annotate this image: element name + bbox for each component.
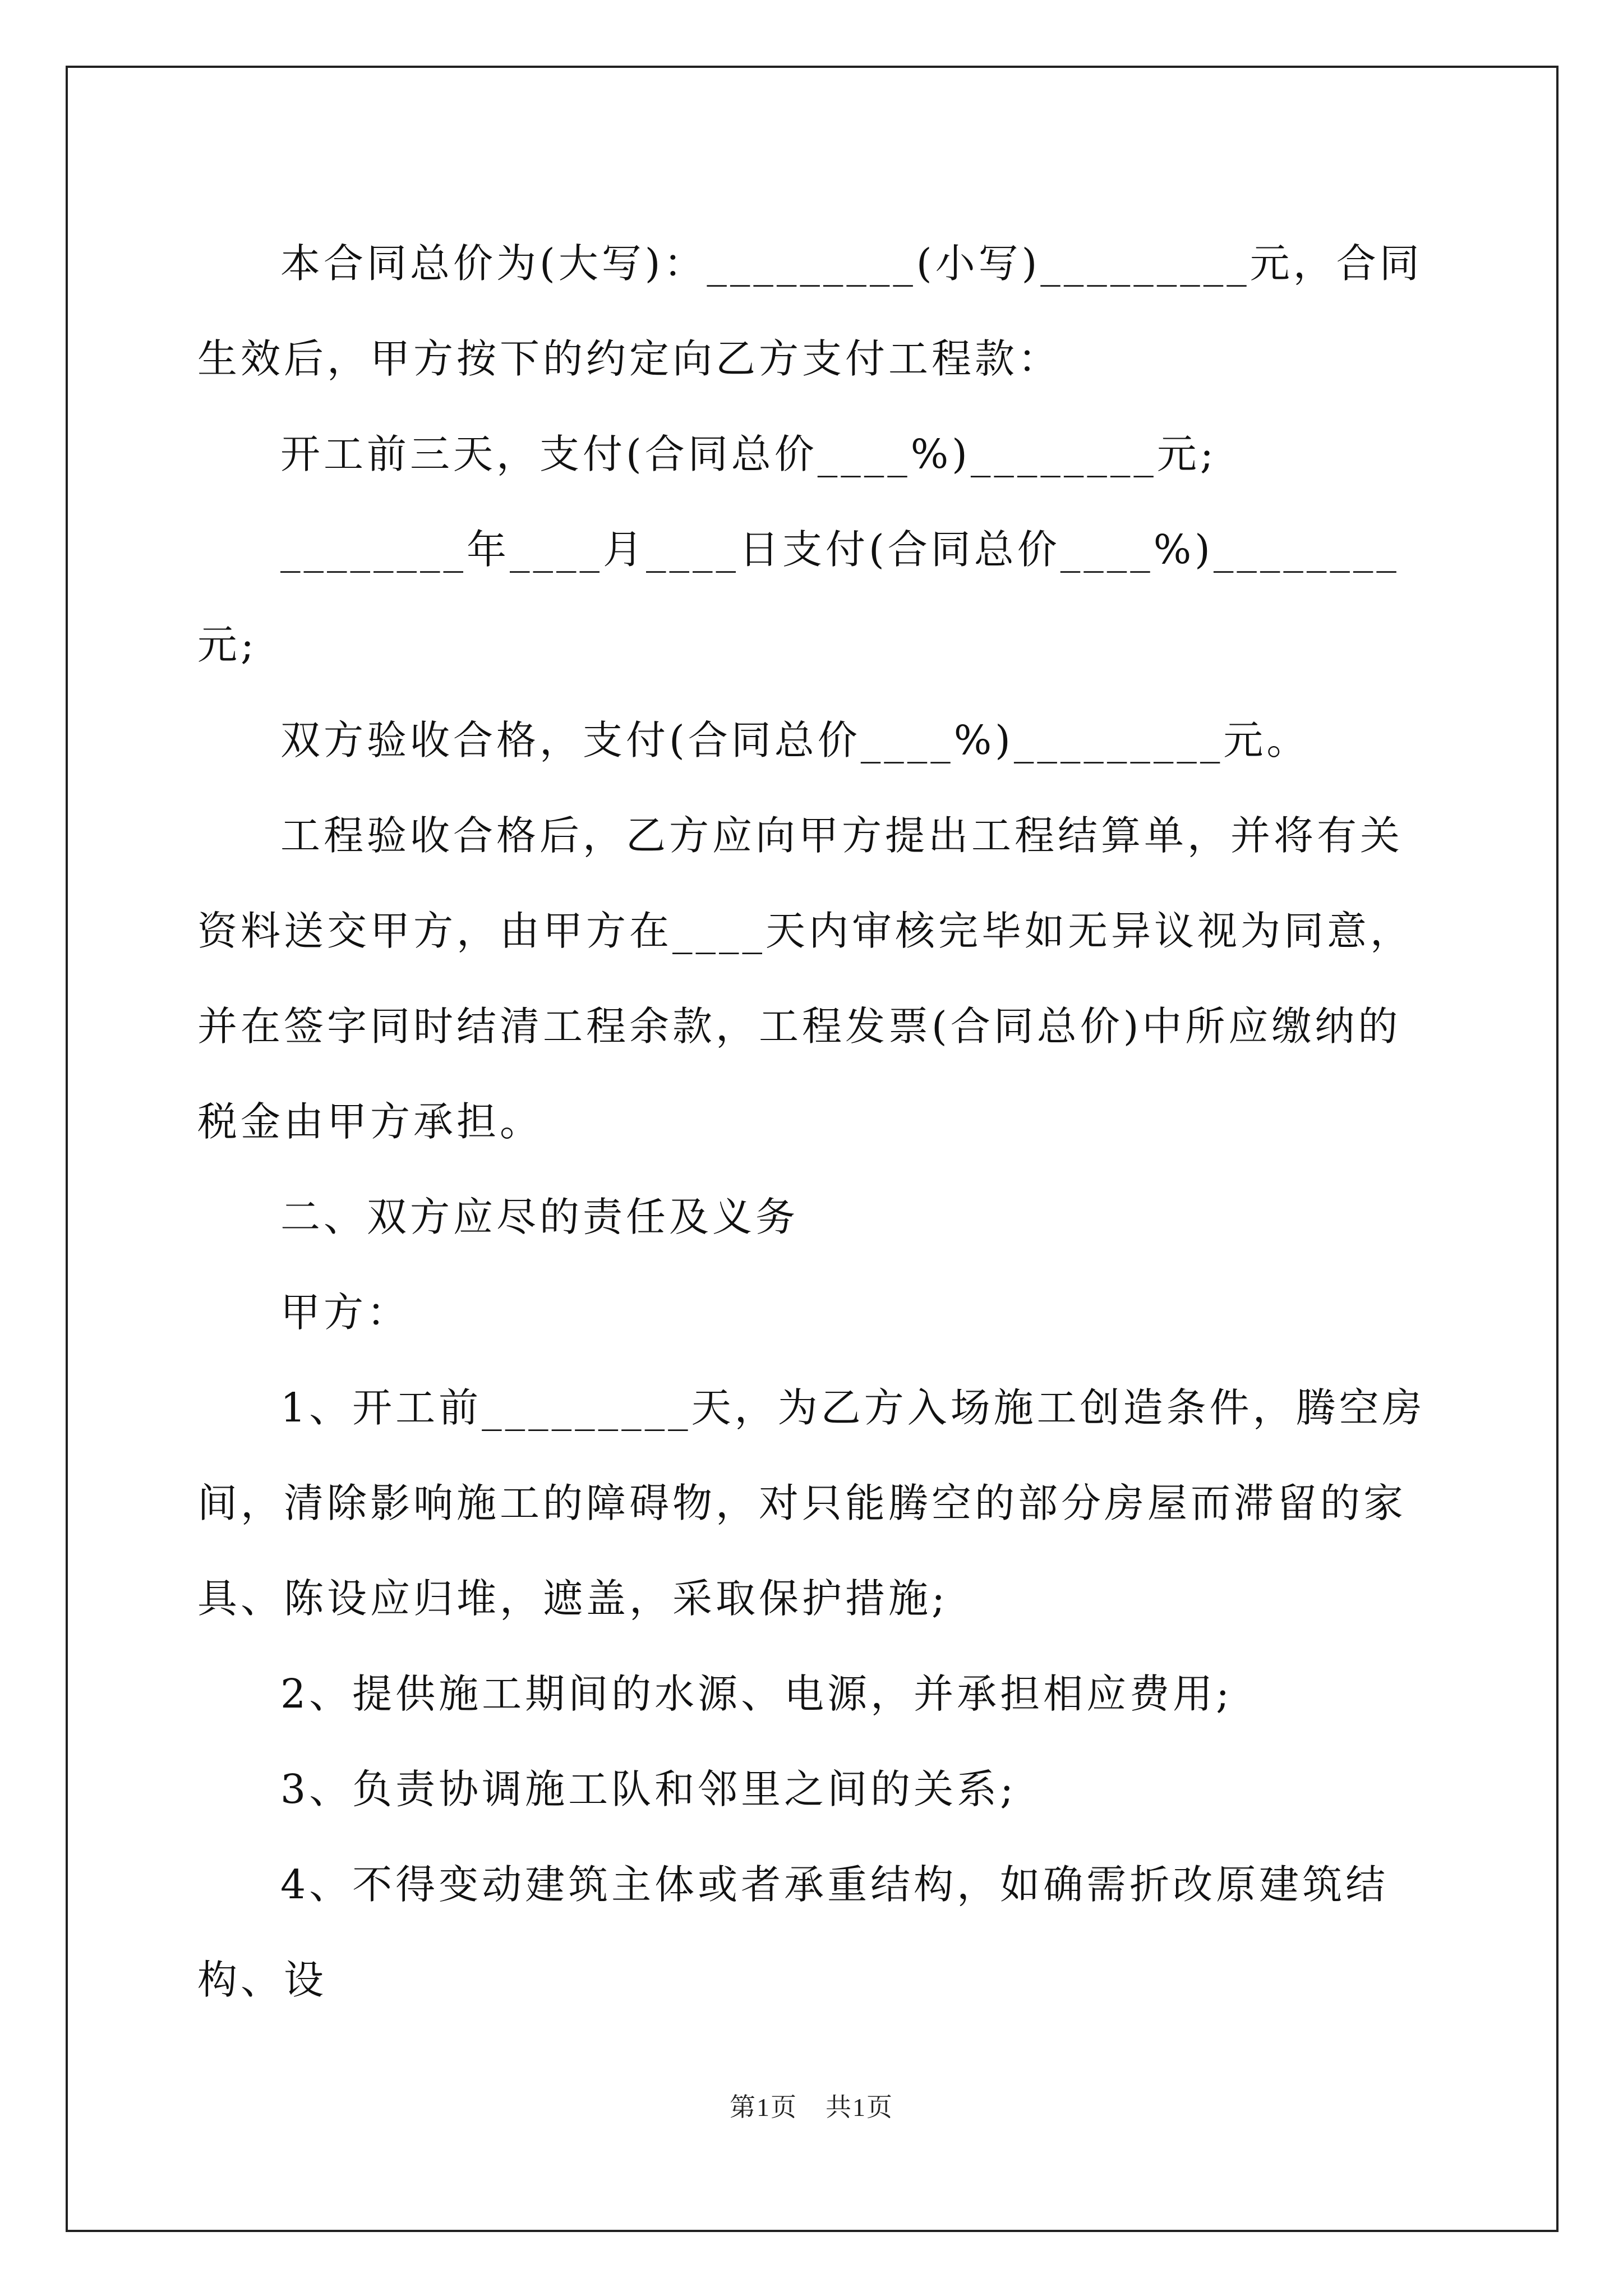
list-item-4: 4、不得变动建筑主体或者承重结构，如确需折改原建筑结构、设 (197, 1861, 1389, 2003)
page-number: 第1页 (730, 2093, 797, 2122)
paragraph-total-price: 本合同总价为(大写)：_________(小写)_________元，合同生效后，甲方按下的约定向乙方支付工程款： (197, 240, 1423, 382)
list-item-3: 3、负责协调施工队和邻里之间的关系; (280, 1766, 1017, 1812)
paragraph-payment-on-date: ________年____月____日支付(合同总价____%)________元; (197, 526, 1400, 668)
list-item-1: 1、开工前_________天，为乙方入场施工创造条件，腾空房间，清除影响施工的障碍物，对只能腾空的部分房屋而滞留的家具、陈设应归堆，遮盖，采取保护措施; (197, 1384, 1426, 1622)
party-a-label: 甲方： (280, 1289, 411, 1336)
document-body (197, 216, 1437, 2028)
paragraph-payment-on-acceptance: 双方验收合格，支付(合同总价____%)_________元。 (280, 717, 1310, 763)
section-heading-responsibilities: 二、双方应尽的责任及义务 (280, 1194, 799, 1240)
paragraph-payment-before-start: 开工前三天，支付(合同总价____%)________元; (280, 431, 1217, 477)
paragraph-settlement: 工程验收合格后，乙方应向甲方提出工程结算单，并将有关资料送交甲方，由甲方在____天内审核完毕如无异议视为同意，并在签字同时结清工程余款，工程发票(合同总价)中所应缴纳的税金由甲方承担。 (197, 812, 1414, 1145)
list-item-2: 2、提供施工期间的水源、电源，并承担相应费用; (280, 1671, 1233, 1717)
page-total: 共1页 (826, 2093, 893, 2122)
page-footer (0, 2087, 1623, 2124)
